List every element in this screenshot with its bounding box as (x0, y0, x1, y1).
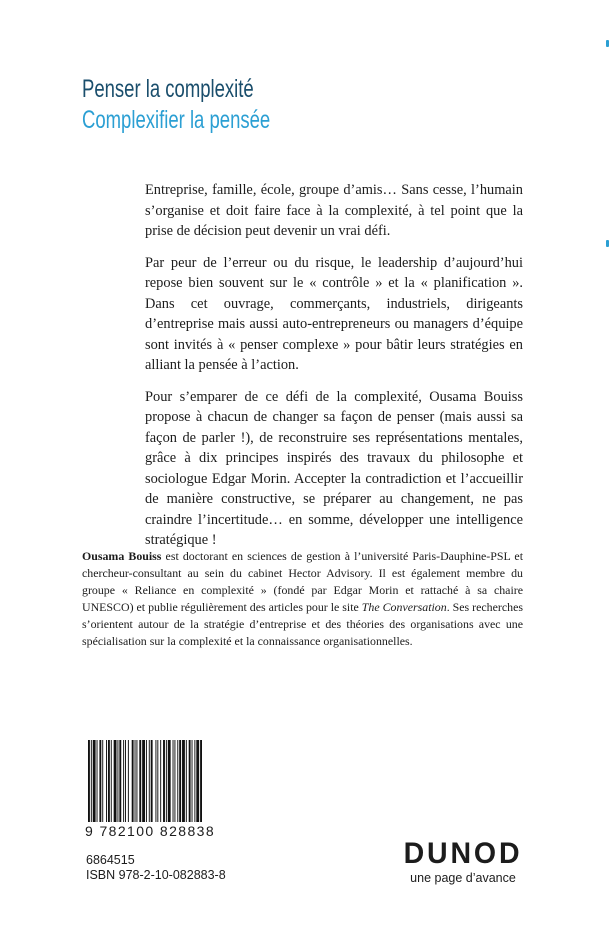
barcode-bar (117, 740, 118, 822)
barcode-bar (194, 740, 195, 822)
barcode-bar (108, 740, 110, 822)
barcode-bar (119, 740, 121, 822)
barcode-bar (168, 740, 171, 822)
barcode-bar (111, 740, 112, 822)
barcode-bar (166, 740, 167, 822)
barcode-bar (149, 740, 150, 822)
barcode-bar (173, 740, 174, 822)
barcode-bar (186, 740, 187, 822)
barcode-bar (88, 740, 90, 822)
back-cover-blurb (145, 180, 523, 562)
publication-name: The Conversation (361, 599, 447, 614)
barcode-bar (136, 740, 137, 822)
barcode-bar (200, 740, 202, 822)
barcode-bar (135, 740, 136, 822)
barcode-bar (123, 740, 124, 822)
barcode-bar (125, 740, 126, 822)
barcode-bar (160, 740, 161, 822)
barcode-bar (93, 740, 96, 822)
publisher-tagline: une page d’avance (410, 871, 516, 885)
title-line-1: Penser la complexité (82, 75, 254, 103)
barcode-bar (155, 740, 156, 822)
title-line-2: Complexifier la pensée (82, 106, 271, 134)
isbn-number: ISBN 978-2-10-082883-8 (86, 868, 226, 882)
barcode-bar (99, 740, 101, 822)
barcode-bar (163, 740, 165, 822)
author-name: Ousama Bouiss (82, 549, 162, 563)
publisher-logo (398, 839, 528, 885)
barcode-bar (189, 740, 191, 822)
author-bio-text-b: . Ses recherches s’orientent autour de la stratégie d’entreprise et des théories des organisations avec une spécialisation sur la complexité et la connaissance organisationnelles. (82, 599, 523, 648)
isbn-barcode (88, 740, 236, 822)
book-title (82, 74, 270, 136)
barcode-bar (128, 740, 129, 822)
barcode-bar (192, 740, 193, 822)
barcode-bar (106, 740, 107, 822)
barcode-bar (157, 740, 158, 822)
barcode-bar (196, 740, 199, 822)
barcode-bar (114, 740, 117, 822)
blurb-paragraph-3: Pour s’emparer de ce défi de la complexité, Ousama Bouiss propose à chacun de changer sa façon de penser (mais aussi sa façon de parler !), de reconstruire ses représentations mentales, grâce à dix principes inspirés des travaux du philosophe et sociologue Edgar Morin. Accepter la contradiction et l’accueillir de manière constructive, se préparer au changement, ne pas craindre l’incertitude… en somme, développer une intelligence stratégique ! (145, 388, 523, 548)
barcode-bar (179, 740, 181, 822)
barcode-bar (132, 740, 134, 822)
product-code: 6864515 (86, 853, 135, 867)
barcode-bar (182, 740, 185, 822)
barcode-bar (97, 740, 98, 822)
barcode-bar (102, 740, 103, 822)
barcode-bar (91, 740, 92, 822)
edge-mark-middle (606, 240, 609, 247)
barcode-digits: 9 782100 828838 (85, 823, 215, 839)
barcode-bar (174, 740, 175, 822)
barcode-bar (146, 740, 147, 822)
blurb-paragraph-2: Par peur de l’erreur ou du risque, le leadership d’aujourd’hui repose bien souvent sur le « contrôle » et la « planification ». Dans cet ouvrage, commerçants, industriels, dirigeants d’entreprise mais aussi auto-entrepreneurs ou managers d’équipe sont invités à « penser complexe » pour bâtir leurs stratégies en alliant la pensée à l’action. (145, 254, 523, 373)
blurb-paragraph-1: Entreprise, famille, école, groupe d’amis… Sans cesse, l’humain s’organise et doit faire face à la complexité, à tel point que la prise de décision peut devenir un vrai défi. (145, 182, 523, 239)
barcode-bar (139, 740, 141, 822)
edge-mark-top (606, 40, 609, 47)
barcode-bar (177, 740, 178, 822)
barcode-bar (151, 740, 153, 822)
barcode-bars (88, 740, 236, 822)
publisher-name: DUNOD (403, 837, 523, 870)
author-bio (82, 548, 523, 649)
barcode-bar (142, 740, 145, 822)
author-bio-text-a: est doctorant en sciences de gestion à l’université Paris-Dauphine-PSL et chercheur-consultant au sein du cabinet Hector Advisory. Il est également membre du groupe « Reliance en complexité » (fondé par Edgar Morin et rattaché à sa chaire UNESCO) et publie régulièrement des articles pour le site (82, 549, 523, 614)
